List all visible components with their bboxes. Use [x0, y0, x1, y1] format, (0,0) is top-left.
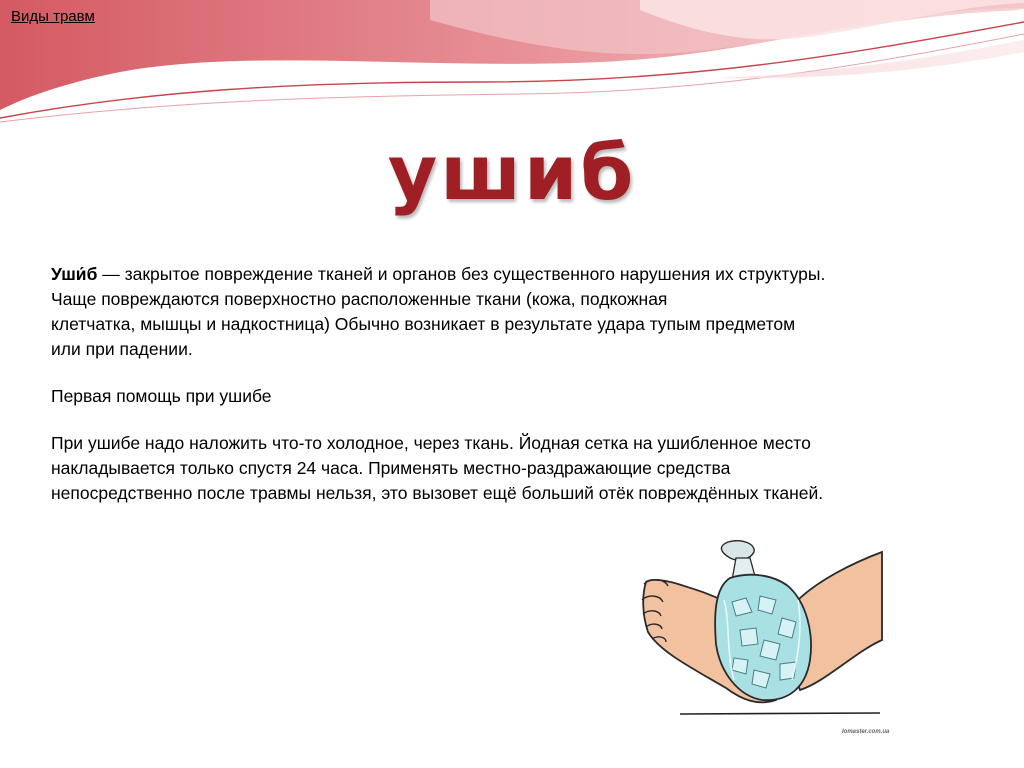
first-aid-line-2: накладывается только спустя 24 часа. Применять местно-раздражающие средства — [51, 458, 731, 478]
wave-header-decoration — [0, 0, 1024, 125]
definition-line-3: клетчатка, мышцы и надкостница) Обычно возникает в результате удара тупым предметом — [51, 314, 796, 334]
image-credit: lomaster.com.ua — [842, 729, 890, 735]
paragraph-spacer — [51, 409, 951, 431]
definition-term: Уши́б — [51, 264, 98, 284]
content-text — [51, 262, 951, 506]
first-aid-heading: Первая помощь при ушибе — [51, 386, 272, 406]
definition-line-1 — [51, 262, 951, 287]
definition-text: — закрытое повреждение тканей и органов без существенного нарушения их структуры. — [97, 264, 826, 284]
paragraph-spacer — [51, 362, 951, 384]
definition-line-2: Чаще повреждаются поверхностно расположенные ткани (кожа, подкожная — [51, 289, 668, 309]
first-aid-line-1: При ушибе надо наложить что-то холодное, через ткань. Йодная сетка на ушибленное место — [51, 433, 811, 453]
page-title: ушиб — [387, 128, 637, 217]
breadcrumb-link[interactable]: Виды травм — [11, 8, 95, 25]
foot-with-ice-pack-illustration — [630, 540, 890, 725]
definition-line-4: или при падении. — [51, 339, 193, 359]
first-aid-line-3: непосредственно после травмы нельзя, это вызовет ещё больший отёк повреждённых тканей. — [51, 483, 824, 503]
